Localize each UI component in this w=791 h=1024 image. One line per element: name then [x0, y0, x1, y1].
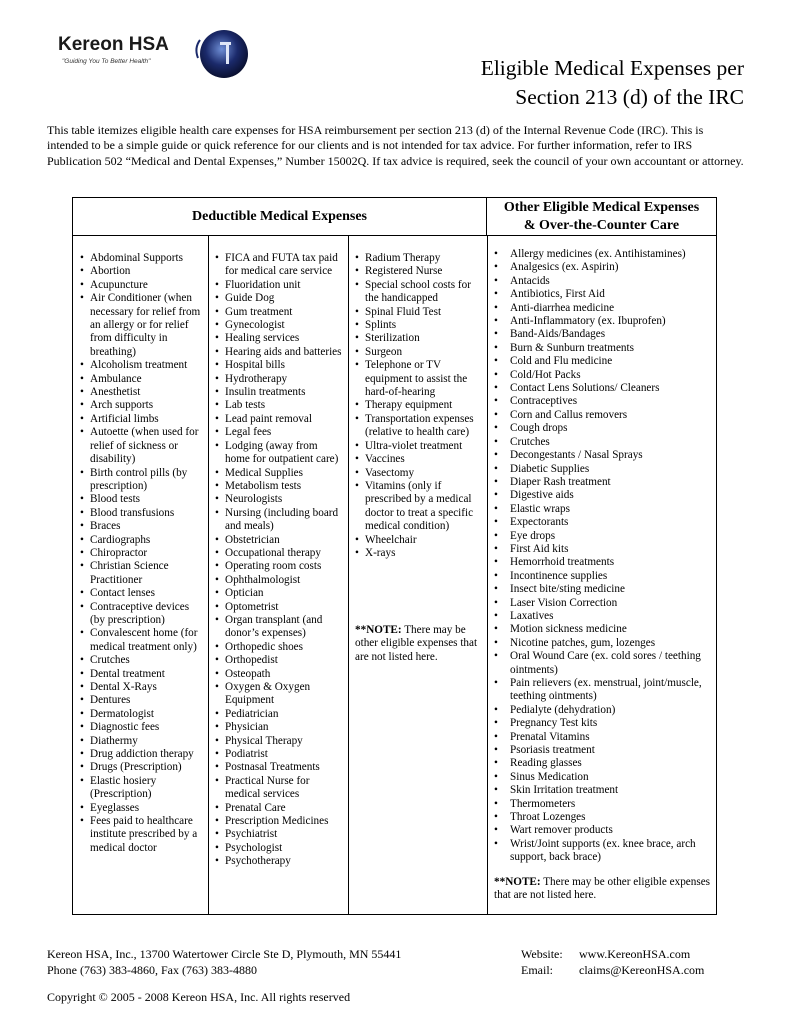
footer-contact	[47, 946, 401, 978]
list-item: • Pediatrician	[215, 708, 343, 721]
list-item: • Analgesics (ex. Aspirin)	[494, 261, 716, 274]
list-item: • Abortion	[80, 265, 206, 278]
list-item: • Diagnostic fees	[80, 721, 206, 734]
list-item: • Anti-Inflammatory (ex. Ibuprofen)	[494, 315, 716, 328]
list-item: • Vitamins (only if prescribed by a medical doctor to treat a specific medical condition)	[355, 480, 483, 534]
list-item: • Throat Lozenges	[494, 811, 716, 824]
list-item: • Medical Supplies	[215, 467, 343, 480]
list-item: • Radium Therapy	[355, 252, 483, 265]
list-item: • Anti-diarrhea medicine	[494, 302, 716, 315]
deductible-note	[355, 624, 481, 664]
list-item: • Neurologists	[215, 493, 343, 506]
list-item: • Thermometers	[494, 798, 716, 811]
otc-note	[494, 876, 716, 903]
deductible-list-2	[215, 252, 343, 869]
list-item: • Legal fees	[215, 426, 343, 439]
list-item: • Insect bite/sting medicine	[494, 583, 716, 596]
intro-paragraph: This table itemizes eligible health care expenses for HSA reimbursement per section 213 (d) of the Internal Revenue Code (IRC). This is intended to be a simple guide or quick reference for our clients and is not intended for tax advice. For further information, refer to IRS Publication 502 “Medical and Dental Expenses,” Number 15002Q. If tax advice is required, seek the council of your own accountant or attorney.	[47, 123, 744, 168]
list-item: • Blood tests	[80, 493, 206, 506]
list-item: • Nicotine patches, gum, lozenges	[494, 637, 716, 650]
list-item: • Wrist/Joint supports (ex. knee brace, arch support, back brace)	[494, 838, 716, 865]
list-item: • Contraceptives	[494, 395, 716, 408]
list-item: • Expectorants	[494, 516, 716, 529]
expenses-table	[72, 197, 717, 915]
logo-tagline: "Guiding You To Better Health"	[62, 58, 151, 65]
list-item: • Prescription Medicines	[215, 815, 343, 828]
list-item: • Wheelchair	[355, 534, 483, 547]
list-item: • Eye drops	[494, 530, 716, 543]
footer-phone: Phone (763) 383-4860, Fax (763) 383-4880	[47, 963, 257, 977]
list-item: • Arch supports	[80, 399, 206, 412]
otc-header	[487, 198, 716, 236]
list-item: • Reading glasses	[494, 757, 716, 770]
list-item: • Drug addiction therapy	[80, 748, 206, 761]
list-item: • Occupational therapy	[215, 547, 343, 560]
list-item: • Contact Lens Solutions/ Cleaners	[494, 382, 716, 395]
list-item: • X-rays	[355, 547, 483, 560]
list-item: • Diathermy	[80, 735, 206, 748]
list-item: • Allergy medicines (ex. Antihistamines)	[494, 248, 716, 261]
list-item: • Fluoridation unit	[215, 279, 343, 292]
list-item: • Surgeon	[355, 346, 483, 359]
footer-address: Kereon HSA, Inc., 13700 Watertower Circle Ste D, Plymouth, MN 55441	[47, 947, 402, 961]
list-item: • Corn and Callus removers	[494, 409, 716, 422]
list-item: • Hydrotherapy	[215, 373, 343, 386]
note-text: There may be other eligible expenses that are not listed here.	[494, 876, 711, 902]
list-item: • Crutches	[80, 654, 206, 667]
list-item: • Birth control pills (by prescription)	[80, 467, 206, 494]
deductible-header: Deductible Medical Expenses	[73, 198, 487, 236]
globe-icon	[192, 28, 250, 80]
list-item: • Podiatrist	[215, 748, 343, 761]
list-item: • Telephone or TV equipment to assist the hard-of-hearing	[355, 359, 483, 399]
list-item: • Wart remover products	[494, 824, 716, 837]
document-title	[481, 54, 744, 112]
list-item: • Nursing (including board and meals)	[215, 507, 343, 534]
list-item: • Splints	[355, 319, 483, 332]
list-item: • Vasectomy	[355, 467, 483, 480]
list-item: • Postnasal Treatments	[215, 761, 343, 774]
list-item: • Sterilization	[355, 332, 483, 345]
list-item: • Contraceptive devices (by prescription)	[80, 601, 206, 628]
list-item: • Cardiographs	[80, 534, 206, 547]
list-item: • Hemorrhoid treatments	[494, 556, 716, 569]
list-item: • Ultra-violet treatment	[355, 440, 483, 453]
list-item: • Autoette (when used for relief of sickness or disability)	[80, 426, 206, 466]
list-item: • Skin Irritation treatment	[494, 784, 716, 797]
list-item: • Special school costs for the handicapped	[355, 279, 483, 306]
column-divider	[208, 236, 209, 914]
list-item: • Guide Dog	[215, 292, 343, 305]
list-item: • Psychiatrist	[215, 828, 343, 841]
list-item: • Dental treatment	[80, 668, 206, 681]
list-item: • Antibiotics, First Aid	[494, 288, 716, 301]
list-item: • Artificial limbs	[80, 413, 206, 426]
list-item: • Abdominal Supports	[80, 252, 206, 265]
list-item: • FICA and FUTA tax paid for medical care service	[215, 252, 343, 279]
logo-name: Kereon HSA	[58, 34, 169, 55]
list-item: • Organ transplant (and donor’s expenses)	[215, 614, 343, 641]
email-label: Email:	[521, 963, 553, 977]
list-item: • Decongestants / Nasal Sprays	[494, 449, 716, 462]
list-item: • Burn & Sunburn treatments	[494, 342, 716, 355]
list-item: • Osteopath	[215, 668, 343, 681]
list-item: • Acupuncture	[80, 279, 206, 292]
list-item: • Pain relievers (ex. menstrual, joint/muscle, teething ointments)	[494, 677, 716, 704]
list-item: • Hearing aids and batteries	[215, 346, 343, 359]
list-item: • Transportation expenses (relative to health care)	[355, 413, 483, 440]
list-item: • Ophthalmologist	[215, 574, 343, 587]
list-item: • Obstetrician	[215, 534, 343, 547]
list-item: • Optician	[215, 587, 343, 600]
list-item: • Christian Science Practitioner	[80, 560, 206, 587]
list-item: • Contact lenses	[80, 587, 206, 600]
list-item: • Blood transfusions	[80, 507, 206, 520]
list-item: • Dental X-Rays	[80, 681, 206, 694]
company-logo	[52, 28, 252, 80]
list-item: • Cough drops	[494, 422, 716, 435]
list-item: • Orthopedic shoes	[215, 641, 343, 654]
column-divider	[348, 236, 349, 914]
list-item: • Antacids	[494, 275, 716, 288]
list-item: • Oral Wound Care (ex. cold sores / teething ointments)	[494, 650, 716, 677]
email-link[interactable]: claims@KereonHSA.com	[579, 963, 705, 977]
list-item: • Optometrist	[215, 601, 343, 614]
list-item: • Lab tests	[215, 399, 343, 412]
list-item: • Pedialyte (dehydration)	[494, 704, 716, 717]
list-item: • Vaccines	[355, 453, 483, 466]
website-link[interactable]: www.KereonHSA.com	[579, 947, 691, 961]
list-item: • Therapy equipment	[355, 399, 483, 412]
note-label: **NOTE:	[494, 876, 541, 888]
list-item: • Diabetic Supplies	[494, 463, 716, 476]
list-item: • Chiropractor	[80, 547, 206, 560]
list-item: • Drugs (Prescription)	[80, 761, 206, 774]
list-item: • Physical Therapy	[215, 735, 343, 748]
list-item: • Laxatives	[494, 610, 716, 623]
list-item: • Oxygen & Oxygen Equipment	[215, 681, 343, 708]
list-item: • Metabolism tests	[215, 480, 343, 493]
document-title-line2: Section 213 (d) of the IRC	[515, 85, 744, 109]
otc-header-line1: Other Eligible Medical Expenses	[503, 199, 700, 215]
list-item: • Diaper Rash treatment	[494, 476, 716, 489]
deductible-list-1	[80, 252, 206, 855]
list-item: • Gynecologist	[215, 319, 343, 332]
list-item: • Elastic wraps	[494, 503, 716, 516]
list-item: • Air Conditioner (when necessary for relief from an allergy or for relief from difficulty in breathing)	[80, 292, 206, 359]
list-item: • Operating room costs	[215, 560, 343, 573]
list-item: • Registered Nurse	[355, 265, 483, 278]
deductible-list-3	[355, 252, 483, 560]
copyright: Copyright © 2005 - 2008 Kereon HSA, Inc. All rights reserved	[47, 990, 351, 1004]
list-item: • Ambulance	[80, 373, 206, 386]
list-item: • Cold and Flu medicine	[494, 355, 716, 368]
list-item: • Sinus Medication	[494, 771, 716, 784]
list-item: • Cold/Hot Packs	[494, 369, 716, 382]
list-item: • Physician	[215, 721, 343, 734]
list-item: • Incontinence supplies	[494, 570, 716, 583]
note-label: **NOTE:	[355, 624, 402, 636]
note-text: There may be other eligible expenses that are not listed here.	[355, 624, 478, 663]
list-item: • First Aid kits	[494, 543, 716, 556]
list-item: • Elastic hosiery (Prescription)	[80, 775, 206, 802]
list-item: • Orthopedist	[215, 654, 343, 667]
list-item: • Braces	[80, 520, 206, 533]
list-item: • Hospital bills	[215, 359, 343, 372]
footer-web	[521, 946, 704, 978]
otc-list	[494, 248, 716, 865]
list-item: • Psychotherapy	[215, 855, 343, 868]
list-item: • Convalescent home (for medical treatment only)	[80, 627, 206, 654]
list-item: • Practical Nurse for medical services	[215, 775, 343, 802]
list-item: • Dentures	[80, 694, 206, 707]
document-title-line1: Eligible Medical Expenses per	[480, 56, 744, 80]
list-item: • Gum treatment	[215, 306, 343, 319]
list-item: • Alcoholism treatment	[80, 359, 206, 372]
list-item: • Insulin treatments	[215, 386, 343, 399]
list-item: • Healing services	[215, 332, 343, 345]
list-item: • Motion sickness medicine	[494, 623, 716, 636]
list-item: • Lead paint removal	[215, 413, 343, 426]
list-item: • Psoriasis treatment	[494, 744, 716, 757]
list-item: • Laser Vision Correction	[494, 597, 716, 610]
list-item: • Anesthetist	[80, 386, 206, 399]
column-divider	[487, 236, 488, 914]
list-item: • Digestive aids	[494, 489, 716, 502]
list-item: • Fees paid to healthcare institute prescribed by a medical doctor	[80, 815, 206, 855]
list-item: • Crutches	[494, 436, 716, 449]
list-item: • Prenatal Care	[215, 802, 343, 815]
list-item: • Prenatal Vitamins	[494, 731, 716, 744]
website-label: Website:	[521, 947, 563, 961]
list-item: • Psychologist	[215, 842, 343, 855]
list-item: • Eyeglasses	[80, 802, 206, 815]
list-item: • Pregnancy Test kits	[494, 717, 716, 730]
list-item: • Lodging (away from home for outpatient care)	[215, 440, 343, 467]
list-item: • Spinal Fluid Test	[355, 306, 483, 319]
list-item: • Band-Aids/Bandages	[494, 328, 716, 341]
list-item: • Dermatologist	[80, 708, 206, 721]
otc-header-line2: & Over-the-Counter Care	[523, 217, 680, 233]
